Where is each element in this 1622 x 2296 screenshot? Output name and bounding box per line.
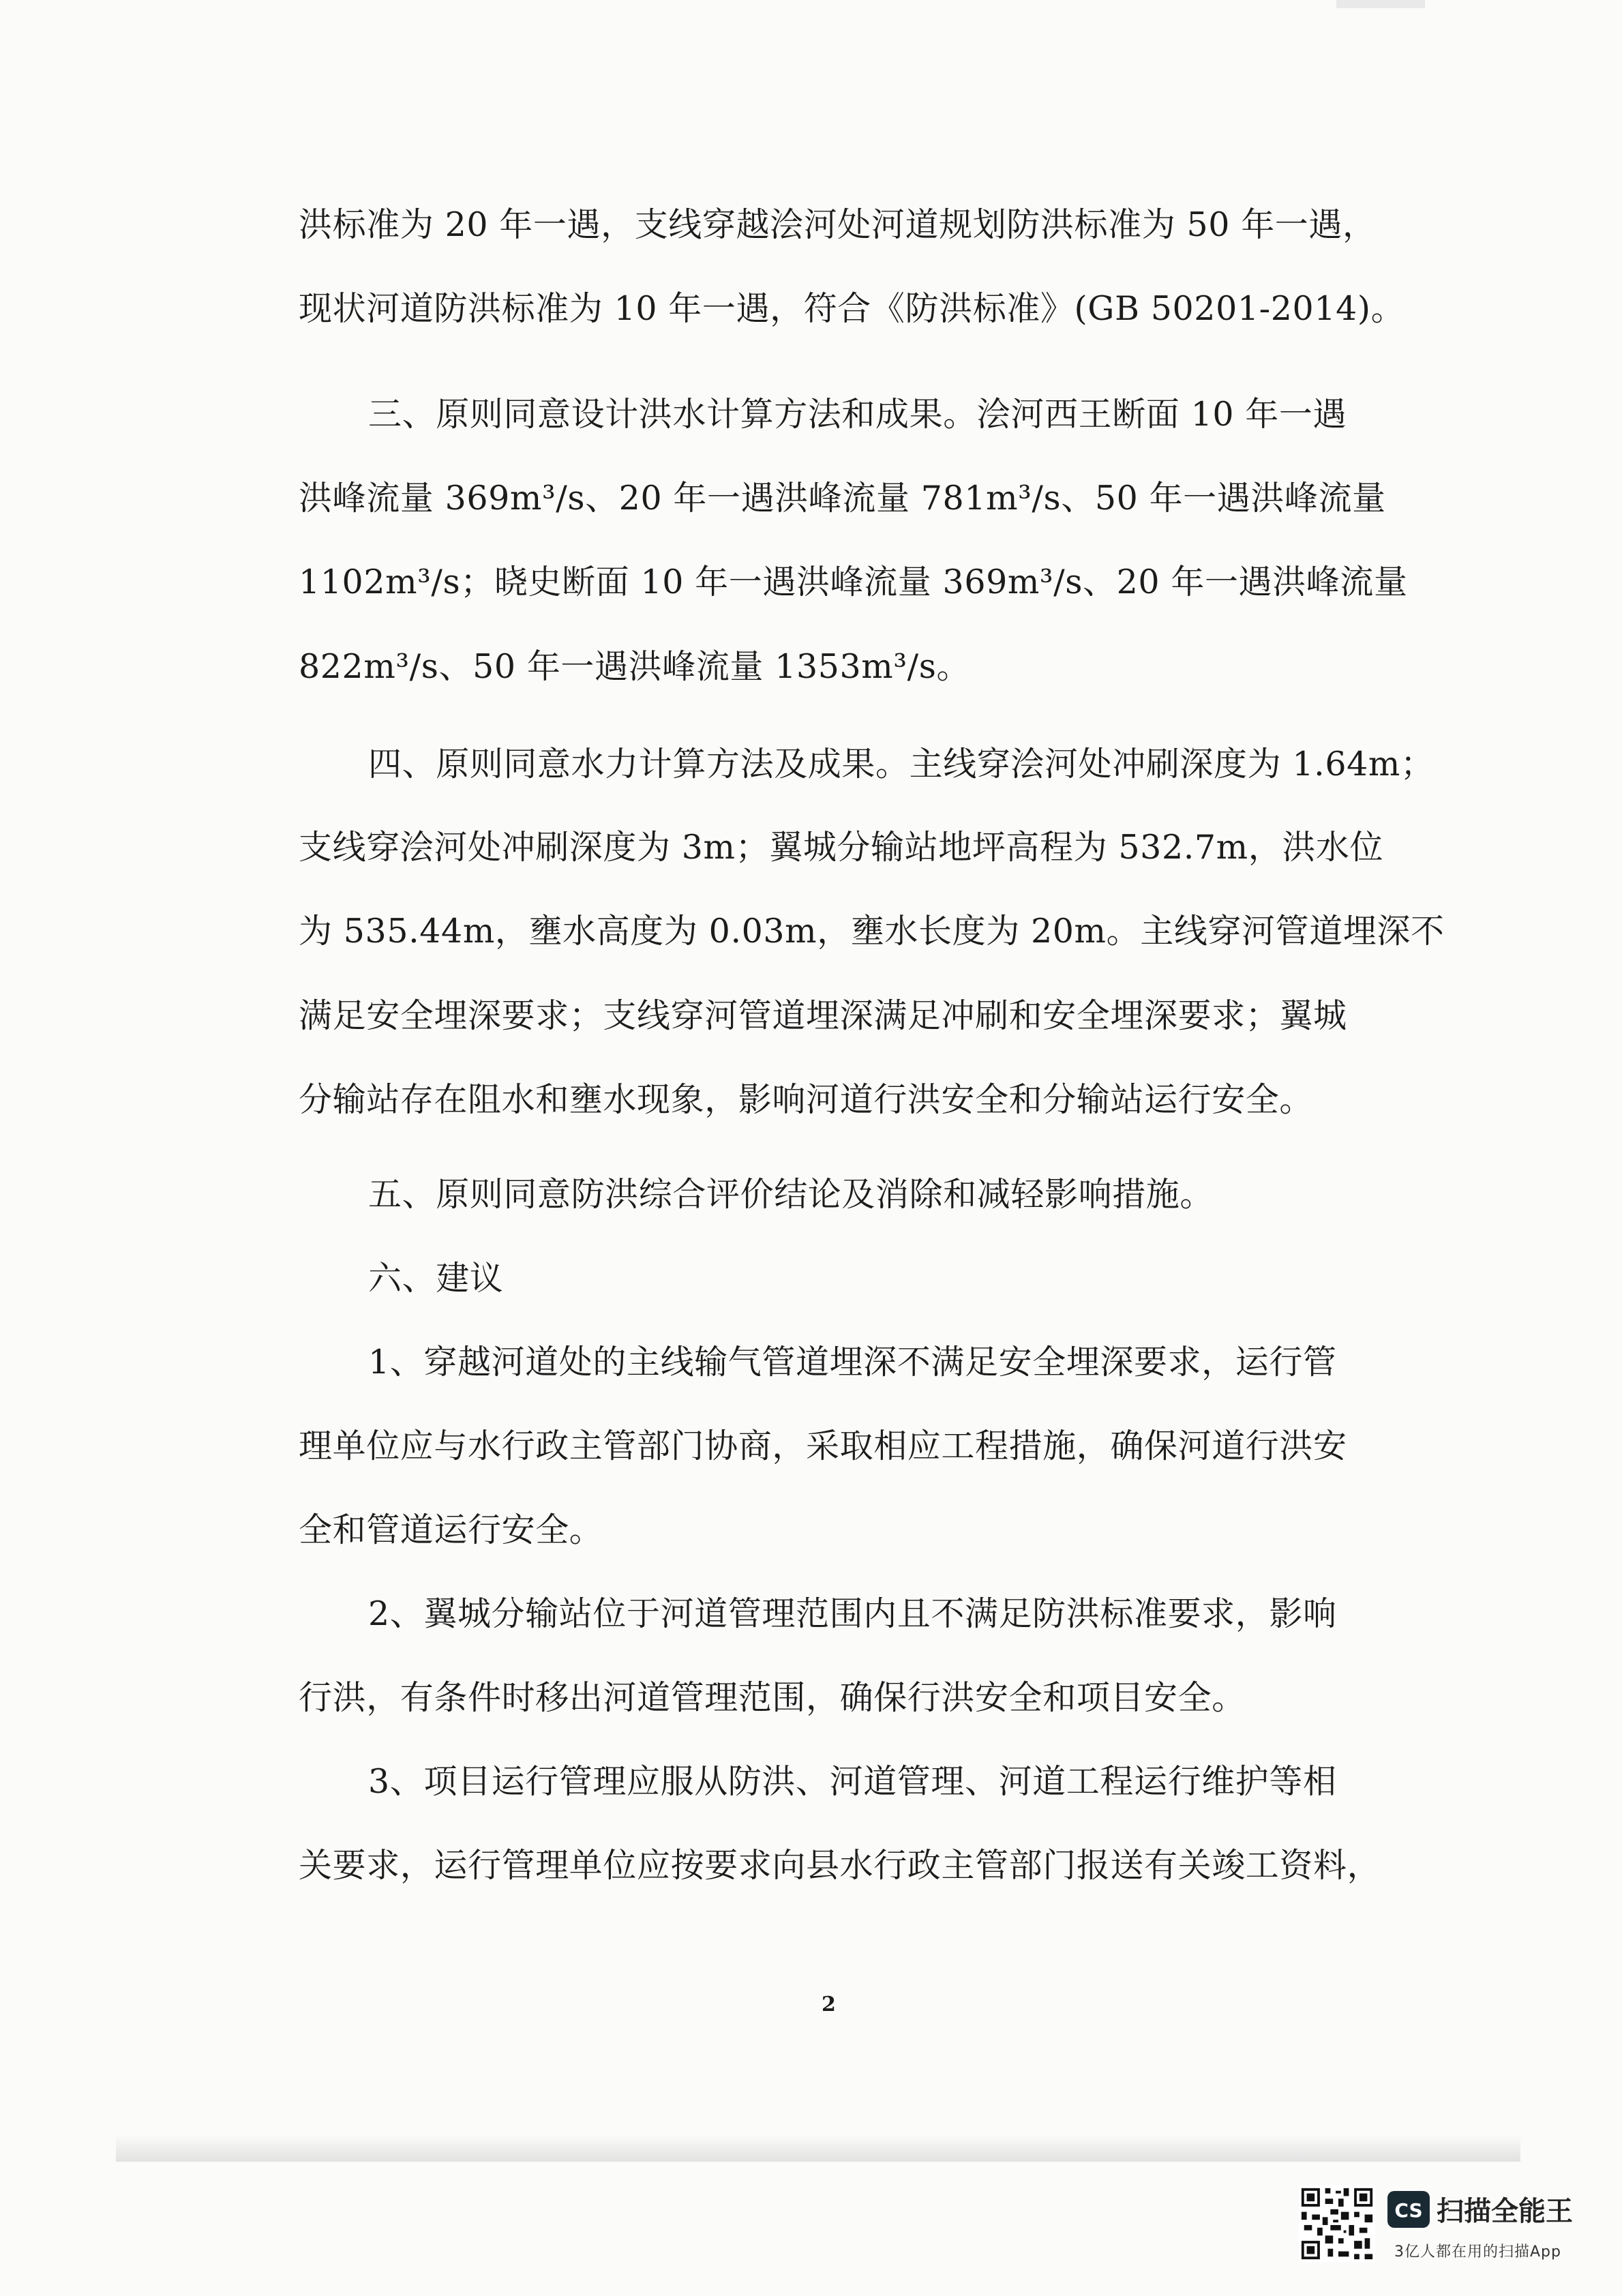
body-line: 洪峰流量 369m³/s、20 年一遇洪峰流量 781m³/s、50 年一遇洪峰流量 [299,479,1386,518]
qr-code-icon [1299,2186,1375,2262]
body-line: 满足安全埋深要求；支线穿河管道埋深满足冲刷和安全埋深要求；翼城 [299,996,1347,1035]
brand-title: 扫描全能王 [1437,2196,1573,2227]
scan-bottom-shadow [116,2134,1520,2162]
body-line: 822m³/s、50 年一遇洪峰流量 1353m³/s。 [299,647,971,686]
scan-edge-mark [1336,0,1425,8]
body-line: 分输站存在阻水和壅水现象，影响河道行洪安全和分输站运行安全。 [299,1080,1314,1119]
page-number: 2 [822,1993,836,2016]
body-line: 现状河道防洪标准为 10 年一遇，符合《防洪标准》(GB 50201-2014)。 [299,289,1405,328]
suggestion-2-start: 2、翼城分输站位于河道管理范围内且不满足防洪标准要求，影响 [368,1594,1337,1633]
suggestion-1-start: 1、穿越河道处的主线输气管道埋深不满足安全埋深要求，运行管 [368,1343,1337,1382]
brand-tagline: 3亿人都在用的扫描App [1394,2243,1561,2261]
body-line: 理单位应与水行政主管部门协商，采取相应工程措施，确保河道行洪安 [299,1427,1347,1465]
body-line: 1102m³/s；晓史断面 10 年一遇洪峰流量 369m³/s、20 年一遇洪峰流量 [299,563,1408,601]
camscanner-watermark [1299,2186,1599,2267]
paragraph-four-start: 四、原则同意水力计算方法及成果。主线穿浍河处冲刷深度为 1.64m； [368,745,1435,784]
section-six-heading: 六、建议 [368,1259,504,1298]
body-line: 为 535.44m，壅水高度为 0.03m，壅水长度为 20m。主线穿河管道埋深不 [299,912,1445,951]
paragraph-three-start: 三、原则同意设计洪水计算方法和成果。浍河西王断面 10 年一遇 [368,395,1347,434]
body-line: 关要求，运行管理单位应按要求向县水行政主管部门报送有关竣工资料， [299,1846,1381,1885]
body-line: 全和管道运行安全。 [299,1510,603,1549]
body-line: 洪标准为 20 年一遇，支线穿越浍河处河道规划防洪标准为 50 年一遇， [299,205,1377,244]
camscanner-logo-icon [1387,2191,1430,2228]
body-line: 行洪，有条件时移出河道管理范围，确保行洪安全和项目安全。 [299,1678,1246,1717]
suggestion-3-start: 3、项目运行管理应服从防洪、河道管理、河道工程运行维护等相 [368,1762,1337,1801]
paragraph-five: 五、原则同意防洪综合评价结论及消除和减轻影响措施。 [368,1175,1214,1214]
logo-text: CS [1394,2199,1423,2222]
body-line: 支线穿浍河处冲刷深度为 3m；翼城分输站地坪高程为 532.7m，洪水位 [299,828,1384,867]
